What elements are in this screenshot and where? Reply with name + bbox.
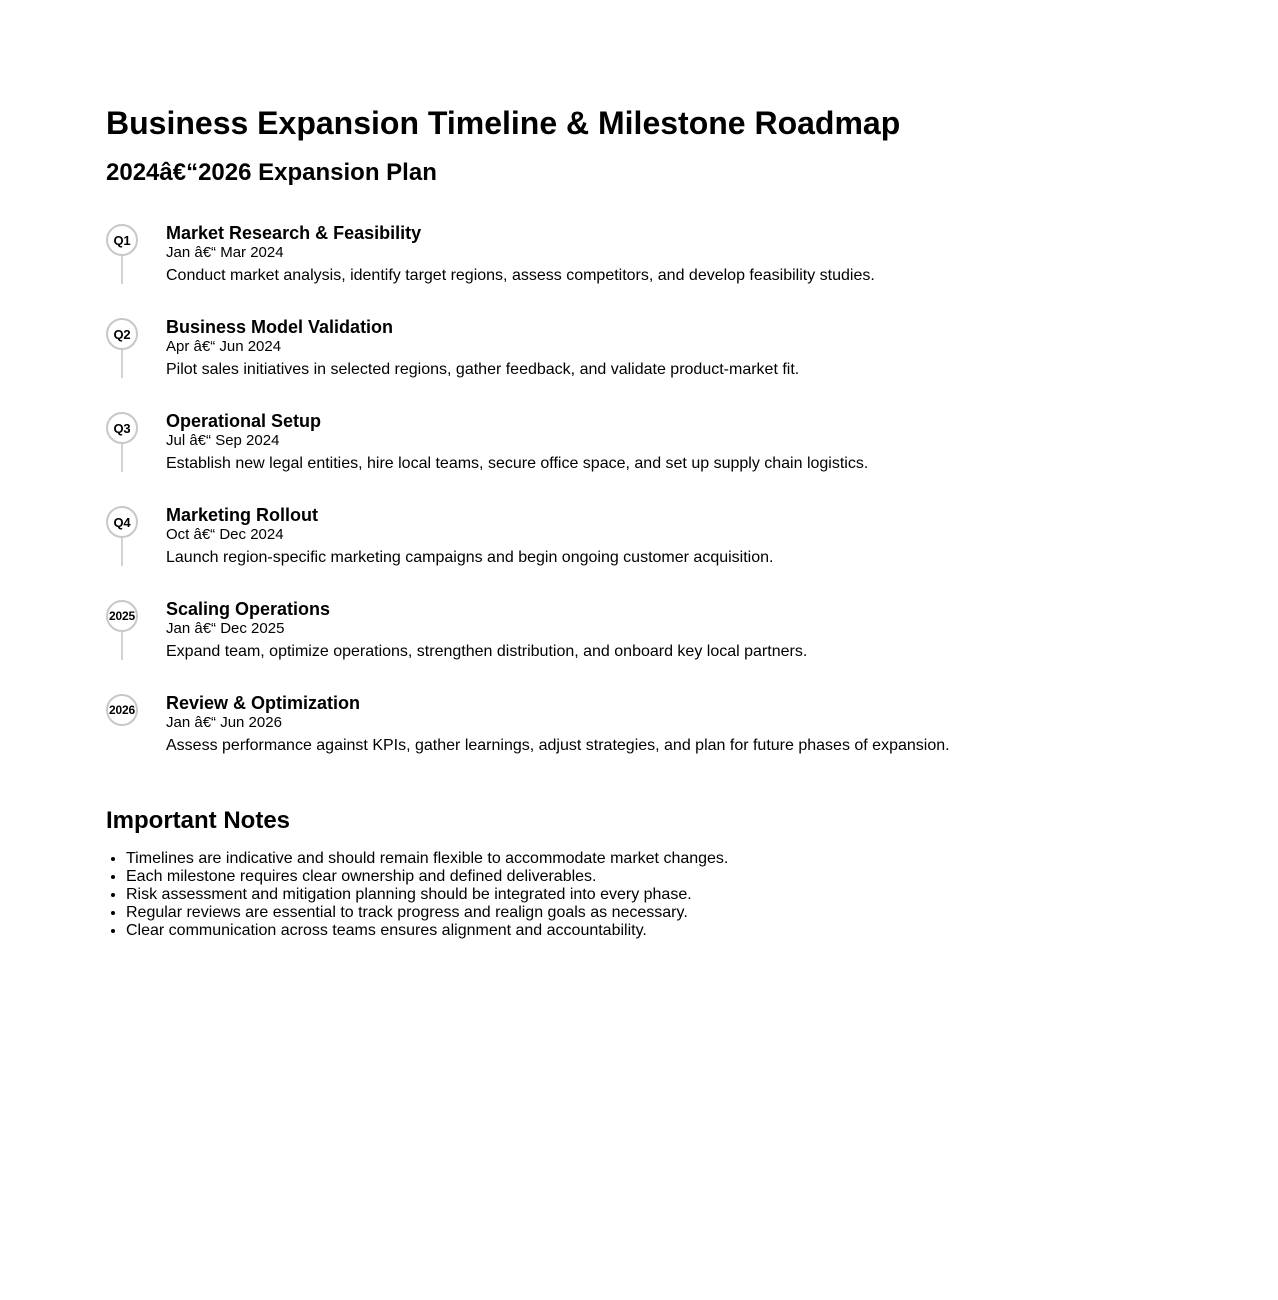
milestone-description: Expand team, optimize operations, strengthen distribution, and onboard key local partners.: [166, 643, 808, 660]
milestone-title: Review & Optimization: [166, 693, 361, 713]
milestone-dates: Apr â€“ Jun 2024: [166, 338, 282, 355]
milestone-title: Scaling Operations: [166, 599, 331, 619]
timeline-connector: [121, 538, 123, 566]
page-subtitle: 2024â€“2026 Expansion Plan: [106, 159, 437, 186]
milestone-dates: Jan â€“ Dec 2025: [166, 620, 285, 637]
milestone-q2: [106, 318, 1278, 412]
milestone-content: [166, 317, 799, 380]
milestone-marker: Q1: [106, 224, 138, 256]
milestone-marker: 2026: [106, 694, 138, 726]
milestone-content: [166, 599, 807, 662]
page-title: Business Expansion Timeline & Milestone Roadmap: [106, 105, 901, 141]
milestone-content: [166, 223, 875, 286]
notes-list: [106, 850, 1278, 940]
milestone-content: [166, 693, 950, 756]
milestone-marker: Q4: [106, 506, 138, 538]
milestone-description: Launch region-specific marketing campaigns and begin ongoing customer acquisition.: [166, 549, 774, 566]
milestone-2025: [106, 600, 1278, 694]
list-item: • Timelines are indicative and should remain flexible to accommodate market changes.: [126, 850, 1278, 868]
milestone-marker: Q3: [106, 412, 138, 444]
milestone-q1: [106, 224, 1278, 318]
milestone-dates: Oct â€“ Dec 2024: [166, 526, 284, 543]
list-item: • Regular reviews are essential to track progress and realign goals as necessary.: [126, 904, 1278, 922]
milestone-content: [166, 505, 773, 568]
milestone-content: [166, 411, 868, 474]
milestone-description: Assess performance against KPIs, gather learnings, adjust strategies, and plan for future phases of expansion.: [166, 737, 950, 754]
milestone-dates: Jan â€“ Mar 2024: [166, 244, 284, 261]
milestone-2026: [106, 694, 1278, 788]
list-item: • Risk assessment and mitigation planning should be integrated into every phase.: [126, 886, 1278, 904]
timeline-connector: [121, 256, 123, 284]
milestone-description: Pilot sales initiatives in selected regions, gather feedback, and validate product-market fit.: [166, 361, 800, 378]
milestone-title: Marketing Rollout: [166, 505, 318, 525]
milestone-title: Market Research & Feasibility: [166, 223, 422, 243]
milestone-marker: 2025: [106, 600, 138, 632]
milestone-title: Operational Setup: [166, 411, 322, 431]
timeline-connector: [121, 632, 123, 660]
milestone-marker: Q2: [106, 318, 138, 350]
timeline-connector: [121, 444, 123, 472]
milestone-dates: Jul â€“ Sep 2024: [166, 432, 280, 449]
milestone-title: Business Model Validation: [166, 317, 394, 337]
milestone-description: Establish new legal entities, hire local teams, secure office space, and set up supply chain logistics.: [166, 455, 869, 472]
milestone-q4: [106, 506, 1278, 600]
timeline-connector: [121, 350, 123, 378]
notes-heading: Important Notes: [106, 807, 291, 834]
milestone-dates: Jan â€“ Jun 2026: [166, 714, 282, 731]
milestone-description: Conduct market analysis, identify target regions, assess competitors, and develop feasibility studies.: [166, 267, 875, 284]
milestone-q3: [106, 412, 1278, 506]
list-item: • Clear communication across teams ensures alignment and accountability.: [126, 922, 1278, 940]
list-item: • Each milestone requires clear ownership and defined deliverables.: [126, 868, 1278, 886]
timeline: [106, 224, 1278, 788]
